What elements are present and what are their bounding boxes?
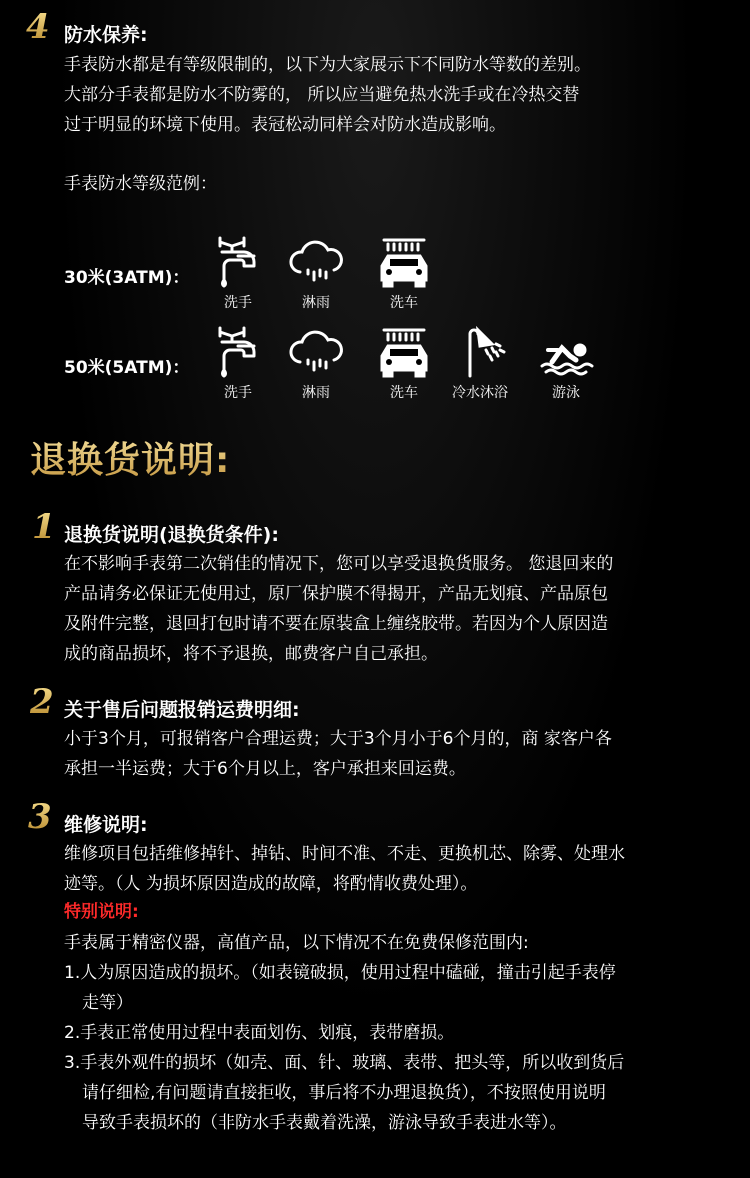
waterproof-line-2: 大部分手表都是防水不防雾的， 所以应当避免热水洗手或在冷热交替 [64,85,580,105]
rain-cloud-icon [286,236,346,290]
waterproof-title: 防水保养: [64,24,148,46]
rating-50m-label: 50米(5ATM)： [64,358,190,378]
exclusion-item-3-cont-1: 请仔细检,有问题请直接拒收，事后将不办理退换货），不按照使用说明 [82,1083,606,1103]
rating-50m-item-carwash [364,326,444,402]
rating-50m-item-shower [440,326,520,402]
rating-30m-caption-3: 洗车 [390,295,418,311]
returns-conditions-title: 退换货说明(退换货条件): [64,524,279,546]
returns-conditions-line-3: 及附件完整，退回打包时请不要在原装盒上缠绕胶带。若因为个人原因造 [64,614,608,634]
rating-30m-caption-2: 淋雨 [302,295,330,311]
ratings-title: 手表防水等级范例： [64,174,217,194]
faucet-icon [208,326,268,380]
repair-title: 维修说明: [64,814,148,836]
exclusion-item-1: 1.人为原因造成的损坏。（如表镜破损，使用过程中磕碰，撞击引起手表停 [64,963,616,983]
shipping-refund-line-1: 小于3个月，可报销客户合理运费；大于3个月小于6个月的，商 家客户各 [64,729,612,749]
shower-icon [450,326,510,380]
car-wash-icon [374,326,434,380]
exclusion-item-2: 2.手表正常使用过程中表面划伤、划痕，表带磨损。 [64,1023,455,1043]
rating-50m-item-swim [526,326,606,402]
car-wash-icon [374,236,434,290]
rating-30m-label: 30米(3ATM)： [64,268,190,288]
rating-30m-item-rain [276,236,356,312]
rating-30m-item-carwash [364,236,444,312]
exclusion-item-1-cont: 走等） [82,993,133,1013]
rating-50m-caption-2: 淋雨 [302,385,330,401]
rating-50m-caption-5: 游泳 [552,385,580,401]
returns-conditions-line-2: 产品请务必保证无使用过，原厂保护膜不得揭开，产品无划痕、产品原包 [64,584,608,604]
returns-conditions-line-4: 成的商品损坏，将不予退换，邮费客户自己承担。 [64,644,438,664]
rating-30m-caption-1: 洗手 [224,295,252,311]
section-number-4: 4 [26,7,50,47]
exclusion-item-3: 3.手表外观件的损坏（如壳、面、针、玻璃、表带、把头等，所以收到货后 [64,1053,625,1073]
section-number-1: 1 [32,507,56,547]
swimmer-icon [536,326,596,380]
special-note-label: 特别说明: [64,902,139,922]
returns-conditions-line-1: 在不影响手表第二次销佳的情况下，您可以享受退换货服务。 您退回来的 [64,554,614,574]
repair-line-1: 维修项目包括维修掉针、掉钻、时间不准、不走、更换机芯、除雾、处理水 [64,844,625,864]
shipping-refund-title: 关于售后问题报销运费明细: [64,699,300,721]
rating-50m-item-handwash [198,326,278,402]
section-number-3: 3 [28,797,52,837]
waterproof-line-3: 过于明显的环境下使用。表冠松动同样会对防水造成影响。 [64,115,506,135]
special-note-intro: 手表属于精密仪器，高值产品，以下情况不在免费保修范围内: [64,933,529,953]
returns-heading: 退换货说明: [30,432,230,483]
rating-30m-item-handwash [198,236,278,312]
section-number-2: 2 [30,682,54,722]
faucet-icon [208,236,268,290]
waterproof-line-1: 手表防水都是有等级限制的，以下为大家展示下不同防水等数的差别。 [64,55,591,75]
rating-50m-item-rain [276,326,356,402]
exclusion-item-3-cont-2: 导致手表损坏的（非防水手表戴着洗澡，游泳导致手表进水等）。 [82,1113,567,1133]
rating-50m-caption-4: 冷水沐浴 [452,385,508,401]
repair-line-2: 迹等。（人 为损坏原因造成的故障，将酌情收费处理）。 [64,874,478,894]
rating-50m-caption-3: 洗车 [390,385,418,401]
rating-50m-caption-1: 洗手 [224,385,252,401]
shipping-refund-line-2: 承担一半运费；大于6个月以上，客户承担来回运费。 [64,759,466,779]
rain-cloud-icon [286,326,346,380]
